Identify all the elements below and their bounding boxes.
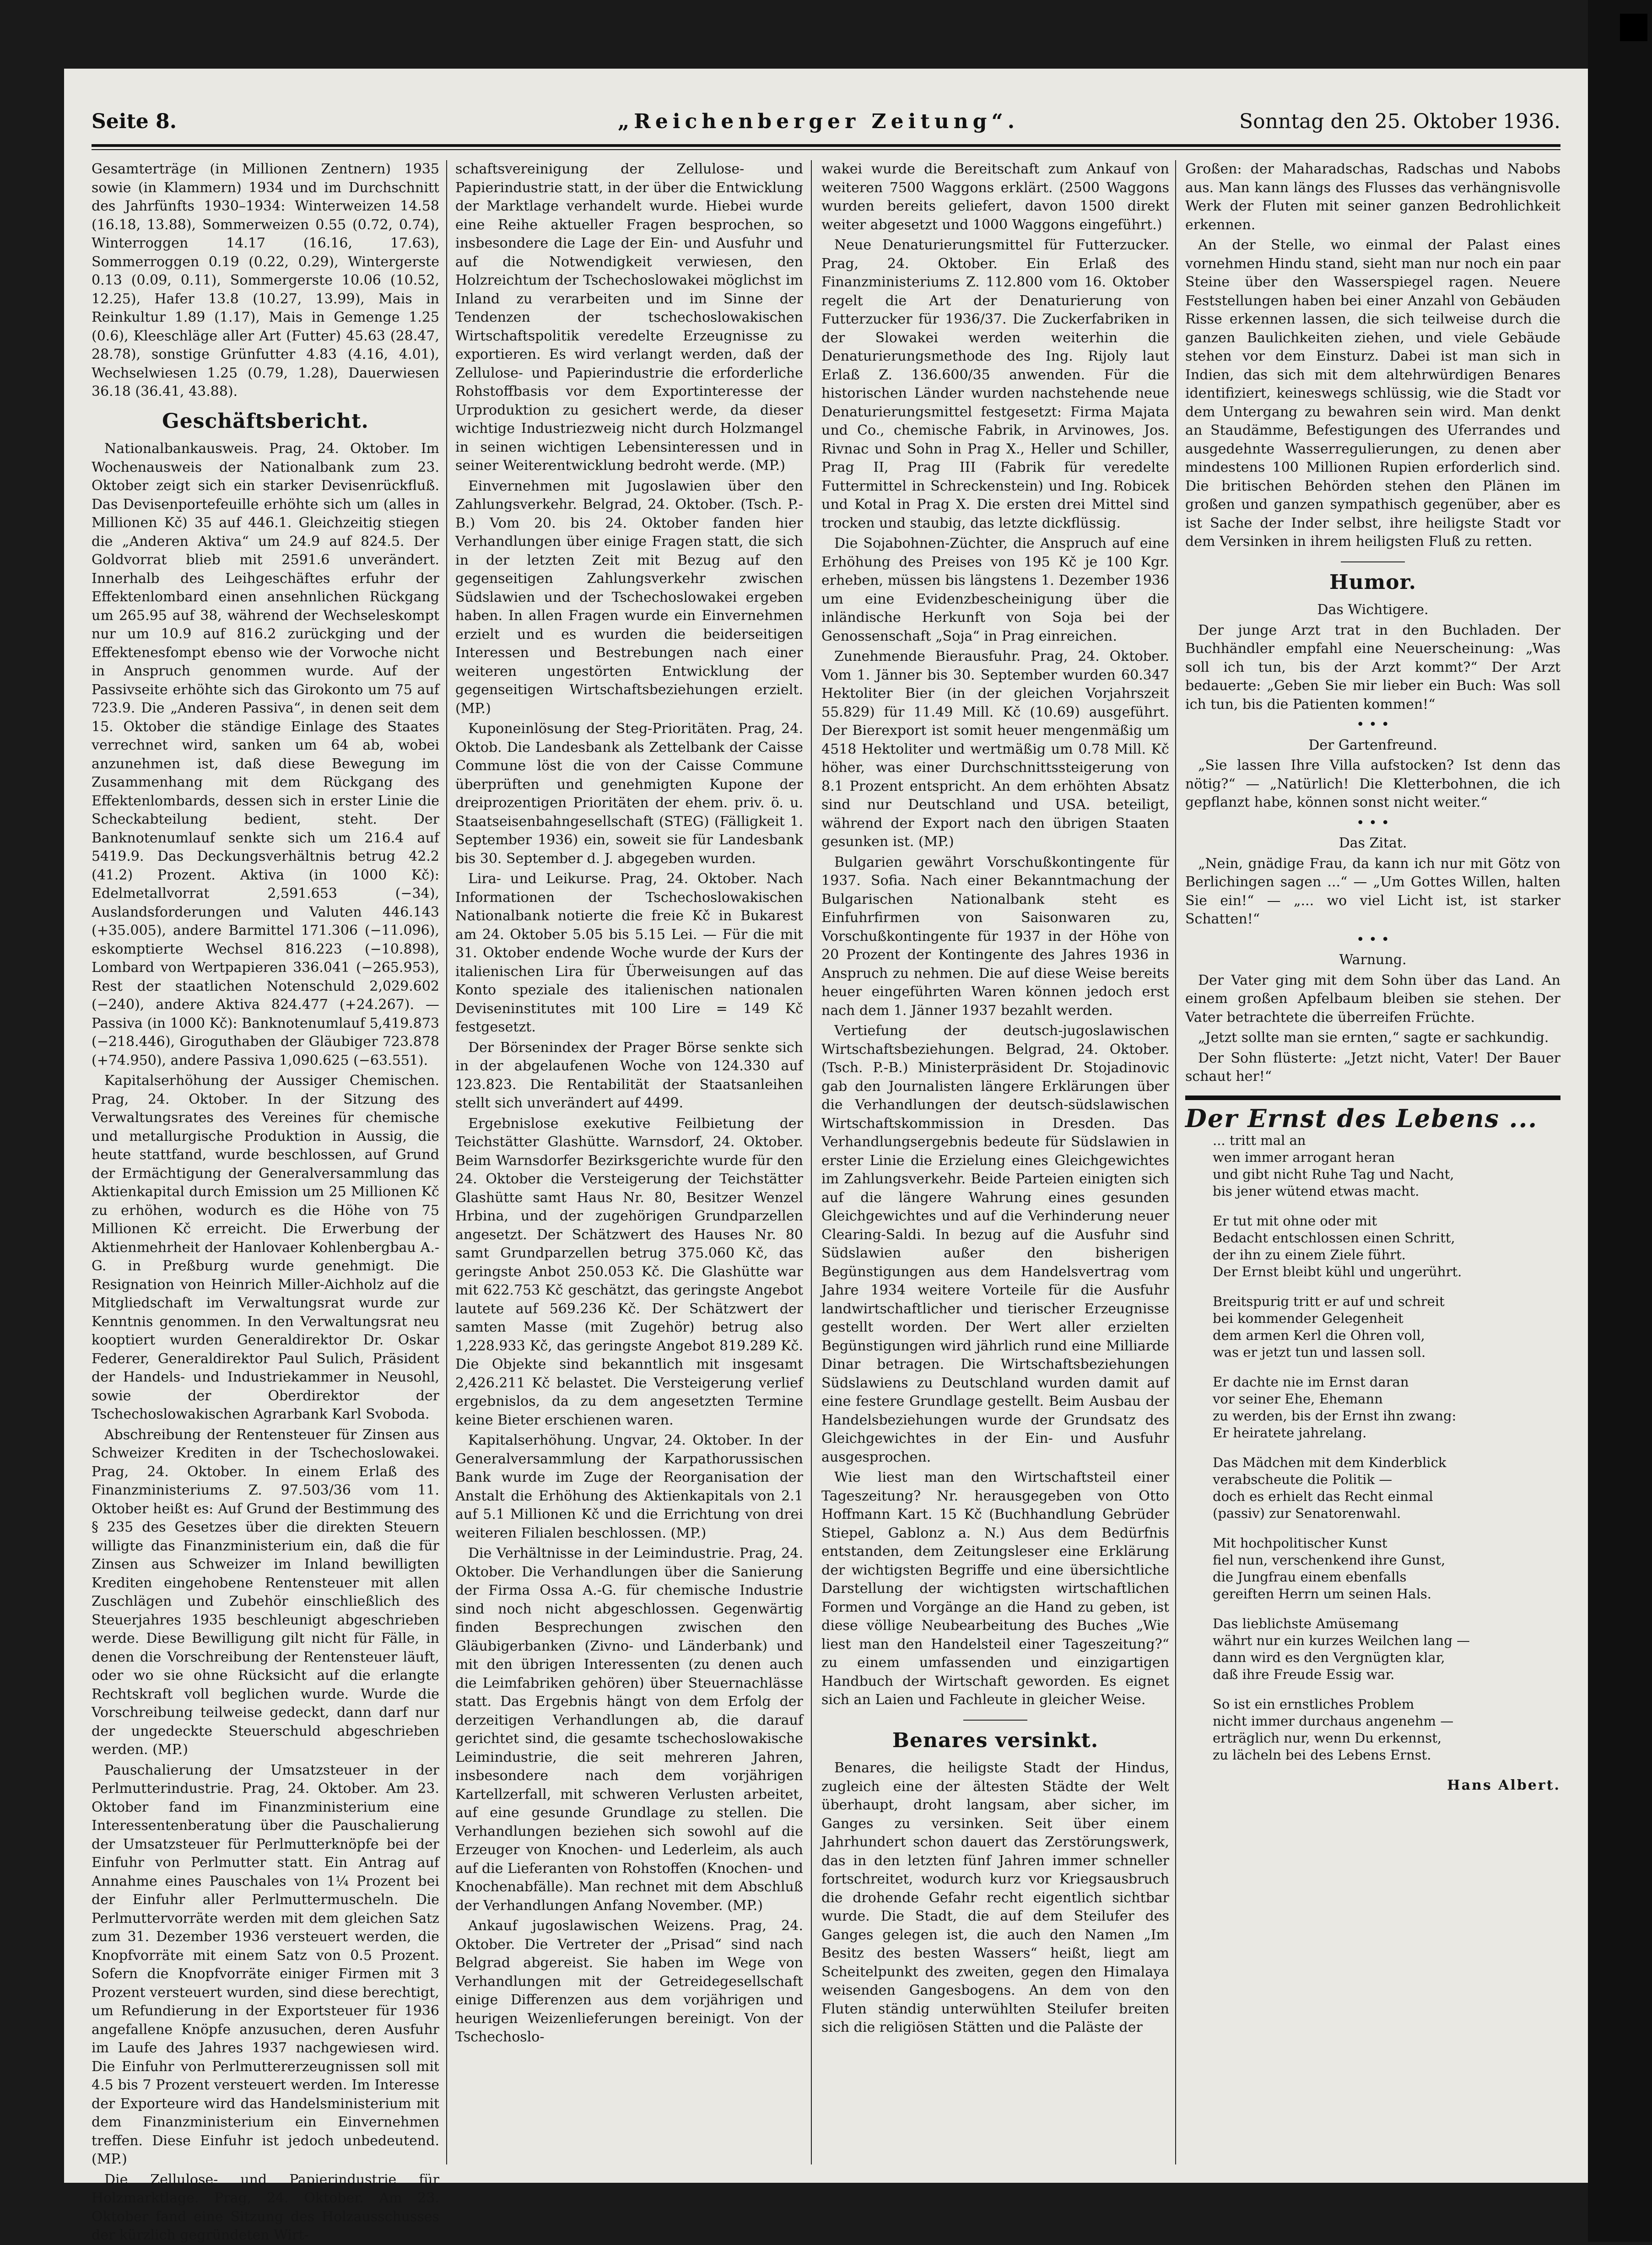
poem-line: was er jetzt tun und lassen soll.	[1213, 1344, 1426, 1360]
article-paragraph: Lira- und Leikurse. Prag, 24. Oktober. Nach Informationen der Tschechoslowakischen Nationalbank notierte die freie Kč in Bukarest am 24. Oktober 5.05 bis 5.15 Lei. — Für die mit 31. Oktober endende Woche wurde der Kurs der italienischen Lira für Überweisungen auf das Konto speziale des italienischen nationalen Deviseninstitutes mit 100 Lire = 149 Kč festgesetzt.	[455, 871, 803, 1035]
poem-title: Der Ernst des Lebens ...	[1185, 1103, 1538, 1133]
anecdote-text: Der Sohn flüsterte: „Jetzt nicht, Vater! Der Bauer schaut her!“	[1185, 1050, 1560, 1085]
poem-line: der ihn zu einem Ziele führt.	[1213, 1247, 1406, 1263]
article-paragraph: Pauschalierung der Umsatzsteuer in der Perlmutterindustrie. Prag, 24. Oktober. Am 23. Oktober fand im Finanzministerium eine Interessentenberatung über die Pauschalierung der Umsatzsteuer für Perlmutterknöpfe bei der Einfuhr von Perlmutter statt. Ein Antrag auf Annahme eines Pauschales von 1¼ Prozent bei der Einfuhr aller Perlmuttermuscheln. Die Perlmuttervorräte werden mit dem gleichen Satz zum 31. Dezember 1936 versteuert werden, die Knopfvorräte mit einem Satz von 0.5 Prozent. Sofern die Knopfvorräte einiger Firmen mit 3 Prozent versteuert wurden, sind diese berechtigt, um Refundierung in der Exportsteuer für 1936 angefallene Knöpfe anzusuchen, deren Ausfuhr im Laufe des Jahres 1937 nachgewiesen wird. Die Einfuhr von Perlmuttererzeugnissen soll mit 4.5 bis 7 Prozent versteuert werden. Im Interesse der Exporteure wird das Handelsministerium mit dem Finanzministerium ein Einvernehmen treffen. Diese Einfuhr ist jedoch unbedeutend. (MP.)	[92, 1762, 439, 2167]
column-divider	[1175, 160, 1176, 2164]
section-heading: Benares versinkt.	[892, 1728, 1099, 1752]
article-paragraph: Gesamterträge (in Millionen Zentnern) 1935 sowie (in Klammern) 1934 und im Durchschnitt des Jahrfünfts 1930–1934: Winterweizen 14.58 (16.18, 13.88), Sommerweizen 0.55 (0.72, 0.74), Winterroggen 14.17 (16.16, 17.63), Sommerroggen 0.19 (0.22, 0.29), Wintergerste 0.13 (0.09, 0.11), Sommergerste 10.06 (10.52, 12.25), Hafer 13.8 (10.27, 13.99), Mais in Reinkultur 1.89 (1.17), Mais in Gemenge 1.25 (0.6), Kleeschläge aller Art (Futter) 45.63 (28.47, 28.78), sonstige Grünfutter 4.83 (4.16, 4.01), Wechselwiesen 1.25 (0.79, 1.28), Dauerwiesen 36.18 (36.41, 43.88).	[92, 161, 439, 399]
poem-line: Der Ernst bleibt kühl und ungerührt.	[1213, 1264, 1462, 1279]
section-divider	[1341, 561, 1405, 562]
page-header	[92, 105, 1560, 146]
anecdote-text: „Sie lassen Ihre Villa aufstocken? Ist denn das nötig?“ — „Natürlich! Die Kletterbohnen, die ich gepflanzt habe, können sonst nicht weiter.“	[1185, 757, 1560, 810]
column-2	[455, 160, 803, 2164]
poem-line: Das Mädchen mit dem Kinderblick	[1213, 1455, 1447, 1470]
poem-line: dem armen Kerl die Ohren voll,	[1213, 1328, 1425, 1343]
poem-line: bei kommender Gelegenheit	[1213, 1311, 1404, 1326]
header-rule	[92, 144, 1560, 147]
poem-line: währt nur ein kurzes Weilchen lang —	[1213, 1633, 1470, 1648]
column-3	[821, 160, 1169, 2164]
article-paragraph: Nationalbankausweis. Prag, 24. Oktober. Im Wochenausweis der Nationalbank zum 23. Oktober zeigt sich ein starker Devisenrückfluß. Das Devisenportefeuille erhöhte sich um (alles in Millionen Kč) 35 auf 446.1. Gleichzeitig stiegen die „Anderen Aktiva“ um 24.9 auf 824.5. Der Goldvorrat blieb mit 2591.6 unverändert. Innerhalb des Leihgeschäftes erfuhr der Effektenlombard einen ansehnlichen Rückgang um 265.95 auf 38, während der Wechseleskompt nur um 10.9 auf 816.2 zurückging und der Effektenesfompt ebenso wie der Vorwoche nicht in Anspruch genommen wurde. Auf der Passivseite erhöhte sich das Girokonto um 75 auf 723.9. Die „Anderen Passiva“, in denen seit dem 15. Oktober die ständige Einlage des Staates verrechnet wird, sanken um 64 ab, wobei anzunehmen ist, daß diese Bewegung im Zusammenhang mit dem Rückgang des Effektenlombards, dessen sich in erster Linie die Scheckabteilung bedient, steht. Der Banknotenumlauf senkte sich um 216.4 auf 5419.9. Das Deckungsverhältnis betrug 42.2 (41.2) Prozent. Aktiva (in 1000 Kč): Edelmetallvorrat 2,591.653 (−34), Auslandsforderungen und Valuten 446.143 (+35.005), andere Barmittel 171.306 (−11.096), eskomptierte Wechsel 816.223 (−10.898), Lombard von Wertpapieren 336.041 (−265.953), Rest der staatlichen Notenschuld 2,029.602 (−240), andere Aktiva 824.477 (+24.267). — Passiva (in 1000 Kč): Banknotenumlauf 5,419.873 (−218.446), Giroguthaben der Gläubiger 723.878 (+74.950), andere Passiva 1,090.625 (−63.551).	[92, 441, 439, 1069]
poem-line: Er dachte nie im Ernst daran	[1213, 1374, 1409, 1390]
poem-stanza	[1213, 1374, 1560, 1441]
poem-line: und gibt nicht Ruhe Tag und Nacht,	[1213, 1166, 1454, 1182]
anecdote-text: „Jetzt sollte man sie ernten,“ sagte er sachkundig.	[1198, 1030, 1549, 1046]
poem-line: Breitspurig tritt er auf und schreit	[1213, 1294, 1445, 1309]
issue-date: Sonntag den 25. Oktober 1936.	[1239, 110, 1560, 133]
poem-stanza	[1213, 1696, 1560, 1764]
column-1	[92, 160, 439, 2243]
poem-author: Hans Albert.	[1447, 1777, 1560, 1793]
poem-line: daß ihre Freude Essig war.	[1213, 1667, 1395, 1682]
anecdote-title: Warnung.	[1339, 952, 1407, 968]
poem-body	[1185, 1132, 1560, 1764]
header-rule-thin	[92, 149, 1560, 150]
article-paragraph: Zunehmende Bierausfuhr. Prag, 24. Oktober. Vom 1. Jänner bis 30. September wurden 60.347 Hektoliter Bier (in der gleichen Vorjahrszeit 55.829) für 11.49 Mill. Kč (10.69) ausgeführt. Der Bierexport ist somit heuer mengenmäßig um 4518 Hektoliter und wertmäßig um 0.78 Mill. Kč höher, was einer Durchschnittssteigerung von 8.1 Prozent entspricht. An dem erhöhten Absatz sind nur Deutschland und USA. beteiligt, während der Export nach den übrigen Staaten gesunken ist. (MP.)	[821, 648, 1169, 850]
poem-line: wen immer arrogant heran	[1213, 1149, 1395, 1165]
article-paragraph: Kapitalserhöhung. Ungvar, 24. Oktober. In der Generalversammlung der Karpathorussischen Bank wurde im Zuge der Reorganisation der Anstalt die Erhöhung des Aktienkapitals von 2.1 auf 5.1 Millionen Kč und die Errichtung von drei weiteren Filialen beschlossen. (MP.)	[455, 1432, 803, 1541]
poem-line: doch es erhielt das Recht einmal	[1213, 1489, 1433, 1504]
poem-line: dann wird es den Vergnügten klar,	[1213, 1650, 1445, 1665]
article-paragraph: Wie liest man den Wirtschaftsteil einer Tageszeitung? Nr. herausgegeben von Otto Hoffmann Kart. 15 Kč (Buchhandlung Gebrüder Stiepel, Gablonz a. N.) Aus dem Bedürfnis entstanden, dem Zeitungsleser eine Erklärung der wichtigsten Begriffe und eine übersichtliche Darstellung der wichtigsten wirtschaftlichen Formen und Vorgänge an die Hand zu geben, ist diese völlige Neubearbeitung des Buches „Wie liest man den Handelsteil einer Tageszeitung?“ zu einem umfassenden und einzigartigen Handbuch der Wirtschaft geworden. Es eignet sich an Laien und Fachleute in gleicher Weise.	[821, 1469, 1169, 1708]
poem-line: Er tut mit ohne oder mit	[1213, 1213, 1377, 1229]
article-paragraph: Kapitalserhöhung der Aussiger Chemischen. Prag, 24. Oktober. In der Sitzung des Verwaltungsrates des Vereines für chemische und metallurgische Produktion in Aussig, die heute stattfand, wurde beschlossen, auf Grund der Ermächtigung der Generalversammlung das Aktienkapital durch Emission um 25 Millionen Kč zu erhöhen, wodurch es die Höhe von 75 Millionen Kč erreicht. Die Erwerbung der Aktienmehrheit der Hanlovaer Kohlenbergbau A.-G. in Preßburg wurde genehmigt. Die Resignation von Heinrich Miller-Aichholz auf die Mitgliedschaft im Verwaltungsrat wurde zur Kenntnis genommen. In den Verwaltungsrat neu kooptiert wurden Generaldirektor Dr. Oskar Federer, Generaldirektor Paul Sulich, Präsident der Handels- und Industriekammer in Neusohl, sowie der Oberdirektor der Tschechoslowakischen Agrarbank Karl Svoboda.	[92, 1073, 439, 1422]
section-divider	[963, 1720, 1027, 1721]
poem-stanza	[1213, 1132, 1560, 1200]
poem-line: Er heiratete jahrelang.	[1213, 1425, 1367, 1441]
poem-line: Mit hochpolitischer Kunst	[1213, 1535, 1387, 1551]
poem-line: ... tritt mal an	[1213, 1133, 1306, 1148]
separator-stars: • • •	[1356, 815, 1390, 831]
article-paragraph: Ankauf jugoslawischen Weizens. Prag, 24. Oktober. Die Vertreter der „Prisad“ sind nach Belgrad abgereist. Sie haben im Wege von Verhandlungen mit der Getreidegesellschaft einige Differenzen aus dem vorjährigen und heurigen Weizenlieferungen bereinigt. Von der Tschechoslo-	[455, 1918, 803, 2045]
separator-stars: • • •	[1356, 717, 1390, 733]
anecdote-text: Der junge Arzt trat in den Buchladen. Der Buchhändler empfahl eine Neuerscheinung: „Was soll ich tun, bis der Arzt kommt?“ Der Arzt bedauerte: „Geben Sie mir lieber ein Buch: Was soll ich tun, bis die Patienten kommen!“	[1185, 622, 1560, 712]
poem-stanza	[1213, 1615, 1560, 1683]
poem-line: nicht immer durchaus angenehm —	[1213, 1713, 1454, 1729]
poem-line: gereiften Herrn um seinen Hals.	[1213, 1586, 1431, 1602]
poem-line: bis jener wütend etwas macht.	[1213, 1183, 1420, 1199]
poem-line: zu lächeln bei des Lebens Ernst.	[1213, 1747, 1431, 1763]
article-paragraph: Benares, die heiligste Stadt der Hindus, zugleich eine der ältesten Städte der Welt überhaupt, droht langsam, aber sicher, im Ganges zu versinken. Seit über einem Jahrhundert schon dauert das Zerstörungswerk, das in den letzten fünf Jahren immer schneller fortschreitet, wodurch kurz vor Kriegsausbruch die drohende Gefahr recht eigentlich sichtbar wurde. Die Stadt, die auf dem Steilufer des Ganges gelegen ist, die auch den Namen „Im Besitz des besten Wassers“ heißt, liegt am Scheitelpunkt des zweiten, gegen den Himalaya weisenden Gangesbogens. An dem von den Fluten ständig unterwühlten Steilufer breiten sich die religiösen Stätten und die Paläste der	[821, 1760, 1169, 2035]
poem-stanza	[1213, 1454, 1560, 1522]
page-number: Seite 8.	[92, 110, 177, 133]
column-divider	[811, 160, 812, 2164]
article-paragraph: schaftsvereinigung der Zellulose- und Papierindustrie statt, in der über die Entwicklung der Marktlage verhandelt wurde. Hiebei wurde eine Reihe aktueller Fragen besprochen, so insbesondere die Lage der Ein- und Ausfuhr und auf die Notwendigkeit verwiesen, den Holzreichtum der Tschechoslowakei möglichst im Inland zu verarbeiten und im Sinne der Tendenzen der tschechoslowakischen Wirtschaftspolitik veredelte Erzeugnisse zu exportieren. Es wird verlangt werden, daß der Zellulose- und Papierindustrie die erforderliche Rohstoffbasis vor dem Exportinteresse der Urproduktion zu gesichert werde, da dieser wichtige Industriezweig nicht durch Holzmangel in seinen wichtigen Lebensinteressen und in seiner Weiterentwicklung bedroht werde. (MP.)	[455, 161, 803, 474]
article-paragraph: Einvernehmen mit Jugoslawien über den Zahlungsverkehr. Belgrad, 24. Oktober. (Tsch. P.-B.) Vom 20. bis 24. Oktober fanden hier Verhandlungen über einige Fragen statt, die sich in der letzten Zeit mit Bezug auf den gegenseitigen Zahlungsverkehr zwischen Südslawien und der Tschechoslowakei ergeben haben. In allen Fragen wurde ein Einvernehmen erzielt und es wurden die beiderseitigen Interessen und Bestrebungen nach einer weiteren ungestörten Entwicklung der gegenseitigen Wirtschaftsbeziehungen erzielt. (MP.)	[455, 478, 803, 717]
section-heading: Humor.	[1329, 570, 1416, 594]
newspaper-title: „Reichenberger Zeitung“.	[618, 110, 1020, 133]
poem-line: fiel nun, verschenkend ihre Gunst,	[1213, 1552, 1446, 1568]
anecdote-title: Das Wichtigere.	[1317, 602, 1429, 618]
article-paragraph: Großen: der Maharadschas, Radschas und Nabobs aus. Man kann längs des Flusses das verhängnisvolle Werk der Fluten mit seiner ganzen Bedrohlichkeit erkennen.	[1185, 161, 1560, 233]
scan-border	[1588, 0, 1652, 2242]
poem-line: Das lieblichste Amüsemang	[1213, 1616, 1399, 1631]
anecdote-title: Das Zitat.	[1339, 835, 1407, 851]
poem-line: die Jungfrau einem ebenfalls	[1213, 1569, 1407, 1585]
heavy-divider	[1185, 1096, 1560, 1100]
poem-line: vor seiner Ehe, Ehemann	[1213, 1391, 1383, 1407]
poem-line: Bedacht entschlossen einen Schritt,	[1213, 1230, 1455, 1246]
article-paragraph: Der Börsenindex der Prager Börse senkte sich in der abgelaufenen Woche von 124.330 auf 123.823. Die Rentabilität der Staatsanleihen stellt sich unverändert auf 4499.	[455, 1039, 803, 1111]
column-divider	[446, 160, 447, 2164]
article-paragraph: Die Verhältnisse in der Leimindustrie. Prag, 24. Oktober. Die Verhandlungen über die Sanierung der Firma Ossa A.-G. für chemische Industrie sind noch nicht abgeschlossen. Gegenwärtig finden Besprechungen zwischen den Gläubigerbanken (Zivno- und Länderbank) und mit den übrigen Interessenten (zu denen auch die Leimfabriken gehören) über Steuernachlässe statt. Das Ergebnis hängt von dem Erfolg der derzeitigen Verhandlungen ab, die darauf gerichtet sind, die gesamte tschechoslowakische Leimindustrie, die seit mehreren Jahren, insbesondere nach dem vorjährigen Kartellzerfall, mit schweren Verlusten arbeitet, auf eine gesunde Grundlage zu stellen. Die Verhandlungen beziehen sich sowohl auf die Erzeuger von Knochen- und Lederleim, als auch auf die Lieferanten von Rohstoffen (Knochen- und Knochenabfälle). Man rechnet mit dem Abschluß der Verhandlungen Anfang November. (MP.)	[455, 1545, 803, 1914]
article-paragraph: Die Zellulose- und Papierindustrie für Holzmarktlage. Prag, 24. Oktober. Am 23. Oktober fand eine Sitzung des Holzausschusses der kürzlich gegründeten Wirt-	[92, 2171, 439, 2243]
poem-line: So ist ein ernstliches Problem	[1213, 1696, 1414, 1712]
anecdote-text: „Nein, gnädige Frau, da kann ich nur mit Götz von Berlichingen sagen ...“ — „Um Gottes Willen, halten Sie ein!“ — „... wo viel Licht ist, ist starker Schatten!“	[1185, 855, 1560, 927]
poem-line: verabscheute die Politik —	[1213, 1472, 1393, 1487]
poem-line: (passiv) zur Senatorenwahl.	[1213, 1506, 1401, 1521]
article-paragraph: Neue Denaturierungsmittel für Futterzucker. Prag, 24. Oktober. Ein Erlaß des Finanzministeriums Z. 112.800 vom 16. Oktober regelt die Art der Denaturierung von Futterzucker für 1936/37. Die Zuckerfabriken in der Slowakei werden weiterhin die Denaturierungsmethode des Ing. Rijoly laut Erlaß Z. 136.600/35 anwenden. Für die historischen Länder wurden nachstehende neue Denaturierungsmittel festgesetzt: Firma Majata und Co., chemische Fabrik, in Arvinowes, Jos. Rivnac und Sohn in Prag X., Heller und Schiller, Prag II, Prag III (Fabrik für veredelte Futtermittel in Schreckenstein) und Ing. Robicek und Kotal in Prag X. Die ersten drei Mittel sind trocken und staubig, das letzte dickflüssig.	[821, 237, 1169, 531]
article-paragraph: Abschreibung der Rentensteuer für Zinsen aus Schweizer Krediten in der Tschechoslowakei. Prag, 24. Oktober. In einem Erlaß des Finanzministeriums Z. 97.503/36 vom 11. Oktober heißt es: Auf Grund der Bestimmung des § 235 des Gesetzes über die direkten Steuern willigte das Finanzministerium ein, daß die für Zinsen aus Schweizer im Inland bewilligten Krediten eingehobene Rentensteuer mit allen Zuschlägen und Zubehör einschließlich des Steuerjahres 1935 beschleunigt abgeschrieben werde. Diese Bewilligung gilt nicht für Fälle, in denen die Vorschreibung der Rentensteuer läuft, oder wo sie ohne Rücksicht auf die erlangte Rechtskraft voll beglichen wurde. Wurde die Vorschreibung teilweise gedeckt, dann darf nur der ungedeckte Steuerschuld abgeschrieben werden. (MP.)	[92, 1426, 439, 1758]
article-paragraph: An der Stelle, wo einmal der Palast eines vornehmen Hindu stand, sieht man nur noch ein paar Steine über den Wasserspiegel ragen. Neuere Feststellungen haben bei einer Anzahl von Gebäuden Risse erkennen lassen, die sich teilweise durch die ganzen Baulichkeiten ziehen, und viele Gebäude stehen vor dem Einsturz. Dabei ist man sich in Indien, das sich mit dem altehrwürdigen Benares identifiziert, keineswegs schlüssig, wie die Stadt vor dem Untergang zu bewahren sein wird. Man denkt an Staudämme, Befestigungen des Uferrandes und ausgedehnte Wasserregulierungen, zu denen aber mindestens 100 Millionen Rupien erforderlich sind. Die britischen Behörden stehen den Plänen im großen und ganzen sympathisch gegenüber, aber es ist Sache der Inder selbst, ihre heiligste Stadt vor dem Versinken in ihrem heiligsten Fluß zu retten.	[1185, 237, 1560, 550]
anecdote-text: Der Vater ging mit dem Sohn über das Land. An einem großen Apfelbaum bleiben sie stehen. Der Vater betrachtete die überreifen Früchte.	[1185, 972, 1560, 1025]
poem-stanza	[1213, 1535, 1560, 1603]
section-heading: Geschäftsbericht.	[162, 409, 369, 433]
anecdote-title: Der Gartenfreund.	[1308, 737, 1437, 753]
poem-stanza	[1213, 1293, 1560, 1361]
article-paragraph: Vertiefung der deutsch-jugoslawischen Wirtschaftsbeziehungen. Belgrad, 24. Oktober. (Tsch. P.-B.) Ministerpräsident Dr. Stojadinovic gab den Journalisten längere Erklärungen über die Verhandlungen der deutsch-südslawischen Wirtschaftskommission in Dresden. Das Verhandlungsergebnis bedeute für Südslawien in erster Linie die Erzielung eines Gleichgewichtes im Zahlungsverkehr. Beide Parteien einigten sich auf die längere Wahrung eines gesunden Gleichgewichtes und auf die Verhinderung neuer Clearing-Saldi. In bezug auf die Ausfuhr sind Südslawien außer den bisherigen Begünstigungen aus dem Handelsvertrag vom Jahre 1934 weitere Vorteile für die Ausfuhr landwirtschaftlicher und tierischer Erzeugnisse gestellt worden. Der Wert aller erzielten Begünstigungen wird jährlich rund eine Milliarde Dinar betragen. Die Wirtschaftsbeziehungen Südslawiens zu Deutschland wurden damit auf eine festere Grundlage gestellt. Beim Ausbau der Handelsbeziehungen wurde der Grundsatz des Gleichgewichtes in der Ein- und Ausfuhr ausgesprochen.	[821, 1023, 1169, 1465]
article-paragraph: Kuponeinlösung der Steg-Prioritäten. Prag, 24. Oktob. Die Landesbank als Zettelbank der Caisse Commune löst die von der Caisse Commune überprüften und genehmigten Kupone der dreiprozentigen Prioritäten der ehem. priv. ö. u. Staatseisenbahngesellschaft (STEG) (Fälligkeit 1. September 1936) ein, soweit sie für Landesbank bis 30. September d. J. abgegeben wurden.	[455, 721, 803, 867]
poem-line: erträglich nur, wenn Du erkennst,	[1213, 1730, 1442, 1746]
newspaper-page	[64, 69, 1588, 2243]
scan-corner-mark	[1620, 14, 1647, 41]
article-paragraph: Bulgarien gewährt Vorschußkontingente für 1937. Sofia. Nach einer Bekanntmachung der Bulgarischen Nationalbank steht es Einfuhrfirmen von Saisonwaren zu, Vorschußkontingente für 1937 in der Höhe von 20 Prozent der Kontingente des Jahres 1936 in Anspruch zu nehmen. Die auf diese Weise bereits heuer eingeführten Waren können jedoch erst nach dem 1. Jänner 1937 bezahlt werden.	[821, 854, 1169, 1019]
column-4	[1185, 160, 1560, 2164]
separator-stars: • • •	[1356, 931, 1390, 948]
article-paragraph: Die Sojabohnen-Züchter, die Anspruch auf eine Erhöhung des Preises von 195 Kč je 100 Kgr. erheben, müssen bis längstens 1. Dezember 1936 um eine Evidenzbescheinigung über die inländische Herkunft von Soja bei der Genossenschaft „Soja“ in Prag einreichen.	[821, 535, 1169, 644]
article-paragraph: Ergebnislose exekutive Feilbietung der Teichstätter Glashütte. Warnsdorf, 24. Oktober. Beim Warnsdorfer Bezirksgerichte wurde für den 24. Oktober die Versteigerung der Teichstätter Glashütte samt Haus Nr. 80, Besitzer Wenzel Hrbina, und der zugehörigen Grundparzellen angesetzt. Der Schätzwert des Hauses Nr. 80 samt Grundparzellen betrug 375.060 Kč, das geringste Anbot 250.053 Kč. Die Glashütte war mit 622.753 Kč geschätzt, das geringste Angebot lautete auf 569.236 Kč. Der Schätzwert der samten Masse (mit Zugehör) betrug also 1,228.933 Kč, das geringste Angebot 819.289 Kč. Die Objekte sind bekanntlich mit insgesamt 2,426.211 Kč belastet. Die Versteigerung verlief ergebnislos, da zu dem angesetzten Termine keine Bieter erschienen waren.	[455, 1115, 803, 1428]
poem-stanza	[1213, 1213, 1560, 1280]
poem-line: zu werden, bis der Ernst ihn zwang:	[1213, 1408, 1457, 1424]
article-paragraph: wakei wurde die Bereitschaft zum Ankauf von weiteren 7500 Waggons erklärt. (2500 Waggons wurden bereits geliefert, davon 1500 direkt weiter abgesetzt und 1000 Waggons eingeführt.)	[821, 161, 1169, 233]
